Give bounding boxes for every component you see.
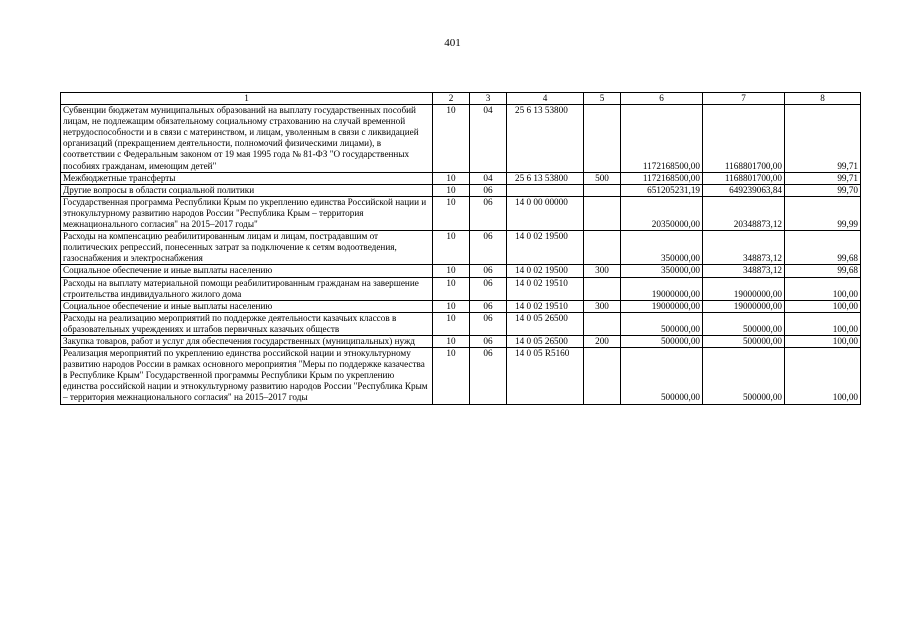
- header-col-3: 3: [470, 93, 507, 105]
- header-col-1: 1: [61, 93, 433, 105]
- row-execution-percent: 99,68: [785, 231, 861, 265]
- row-expense-type: [584, 196, 621, 230]
- row-target-article: 14 0 02 19500: [507, 231, 584, 265]
- row-subsection: 06: [470, 196, 507, 230]
- row-name: Субвенции бюджетам муниципальных образований на выплату государственных пособий лицам, не подлежащим обязательному социальному страхованию на случай временной нетрудоспособности и в связи с материнством, и лицам, уволенным в связи с ликвидацией организаций (прекращением деятельности, полномочий физическими лицами), в соответствии с Федеральным законом от 19 мая 1995 года № 81-ФЗ "О государственных пособиях гражданам, имеющим детей": [61, 105, 433, 173]
- row-actual-amount: 1168801700,00: [703, 172, 785, 184]
- row-target-article: 25 6 13 53800: [507, 105, 584, 173]
- row-actual-amount: 19000000,00: [703, 277, 785, 300]
- row-subsection: 04: [470, 105, 507, 173]
- table-row: [61, 196, 861, 230]
- header-row: [61, 93, 861, 105]
- row-section: 10: [433, 172, 470, 184]
- row-subsection: 06: [470, 231, 507, 265]
- row-planned-amount: 20350000,00: [621, 196, 703, 230]
- row-actual-amount: 348873,12: [703, 265, 785, 277]
- header-col-4: 4: [507, 93, 584, 105]
- row-execution-percent: 100,00: [785, 348, 861, 404]
- row-name: Закупка товаров, работ и услуг для обеспечения государственных (муниципальных) нужд: [61, 335, 433, 347]
- header-col-7: 7: [703, 93, 785, 105]
- row-planned-amount: 350000,00: [621, 231, 703, 265]
- row-name: Государственная программа Республики Крым по укреплению единства Российской нации и этнокультурному развитию народов России "Республика Крым – территория межнационального согласия" на 2015–2017 годы": [61, 196, 433, 230]
- row-actual-amount: 20348873,12: [703, 196, 785, 230]
- row-name: Реализация мероприятий по укреплению единства российской нации и этнокультурному развитию народов России в рамках основного мероприятия "Меры по поддержке казачества в Республике Крым" Государственной программы Республики Крым по укреплению единства российской нации и этнокультурному развитию народов России "Республика Крым – территория межнационального согласия" на 2015–2017 годы: [61, 348, 433, 404]
- row-section: 10: [433, 348, 470, 404]
- row-name: Расходы на реализацию мероприятий по поддержке деятельности казачьих классов в образовательных учреждениях и штабов первичных казачьих обществ: [61, 312, 433, 335]
- row-subsection: 06: [470, 348, 507, 404]
- row-section: 10: [433, 312, 470, 335]
- table-row: [61, 277, 861, 300]
- row-section: 10: [433, 300, 470, 312]
- table-row: [61, 300, 861, 312]
- row-section: 10: [433, 196, 470, 230]
- row-subsection: 04: [470, 172, 507, 184]
- row-target-article: 14 0 05 26500: [507, 335, 584, 347]
- row-subsection: 06: [470, 312, 507, 335]
- row-section: 10: [433, 277, 470, 300]
- table-row: [61, 172, 861, 184]
- row-planned-amount: 500000,00: [621, 348, 703, 404]
- header-col-6: 6: [621, 93, 703, 105]
- row-actual-amount: 500000,00: [703, 312, 785, 335]
- row-expense-type: [584, 277, 621, 300]
- row-execution-percent: 99,99: [785, 196, 861, 230]
- row-expense-type: 300: [584, 265, 621, 277]
- row-target-article: 14 0 02 19510: [507, 277, 584, 300]
- row-section: 10: [433, 231, 470, 265]
- table-row: [61, 312, 861, 335]
- row-section: 10: [433, 105, 470, 173]
- row-name: Расходы на компенсацию реабилитированным лицам и лицам, пострадавшим от политических репрессий, понесенных затрат за подключение к сетям водоотведения, газоснабжения и электроснабжения: [61, 231, 433, 265]
- row-planned-amount: 19000000,00: [621, 300, 703, 312]
- row-target-article: [507, 184, 584, 196]
- row-subsection: 06: [470, 265, 507, 277]
- row-subsection: 06: [470, 300, 507, 312]
- table-row: [61, 231, 861, 265]
- row-section: 10: [433, 184, 470, 196]
- row-planned-amount: 350000,00: [621, 265, 703, 277]
- row-actual-amount: 500000,00: [703, 348, 785, 404]
- row-actual-amount: 348873,12: [703, 231, 785, 265]
- row-expense-type: [584, 231, 621, 265]
- row-name: Другие вопросы в области социальной политики: [61, 184, 433, 196]
- row-subsection: 06: [470, 184, 507, 196]
- row-planned-amount: 651205231,19: [621, 184, 703, 196]
- row-planned-amount: 19000000,00: [621, 277, 703, 300]
- row-name: Социальное обеспечение и иные выплаты населению: [61, 265, 433, 277]
- page-number: 401: [444, 37, 461, 49]
- table-row: [61, 265, 861, 277]
- row-section: 10: [433, 265, 470, 277]
- row-target-article: 14 0 00 00000: [507, 196, 584, 230]
- row-subsection: 06: [470, 277, 507, 300]
- row-name: Социальное обеспечение и иные выплаты населению: [61, 300, 433, 312]
- row-name: Межбюджетные трансферты: [61, 172, 433, 184]
- row-target-article: 14 0 02 19510: [507, 300, 584, 312]
- row-expense-type: 500: [584, 172, 621, 184]
- row-actual-amount: 1168801700,00: [703, 105, 785, 173]
- row-target-article: 14 0 05 26500: [507, 312, 584, 335]
- budget-table: [60, 92, 861, 405]
- row-target-article: 25 6 13 53800: [507, 172, 584, 184]
- row-expense-type: [584, 348, 621, 404]
- row-execution-percent: 100,00: [785, 300, 861, 312]
- row-execution-percent: 100,00: [785, 312, 861, 335]
- header-col-5: 5: [584, 93, 621, 105]
- row-subsection: 06: [470, 335, 507, 347]
- row-actual-amount: 649239063,84: [703, 184, 785, 196]
- row-actual-amount: 500000,00: [703, 335, 785, 347]
- row-expense-type: [584, 184, 621, 196]
- row-execution-percent: 99,71: [785, 105, 861, 173]
- table-body: [61, 93, 861, 405]
- table-row: [61, 184, 861, 196]
- row-execution-percent: 100,00: [785, 277, 861, 300]
- table-row: [61, 335, 861, 347]
- row-execution-percent: 100,00: [785, 335, 861, 347]
- row-planned-amount: 1172168500,00: [621, 172, 703, 184]
- header-col-2: 2: [433, 93, 470, 105]
- row-expense-type: 200: [584, 335, 621, 347]
- table-row: [61, 105, 861, 173]
- row-expense-type: [584, 105, 621, 173]
- row-planned-amount: 1172168500,00: [621, 105, 703, 173]
- row-planned-amount: 500000,00: [621, 335, 703, 347]
- row-execution-percent: 99,70: [785, 184, 861, 196]
- row-expense-type: 300: [584, 300, 621, 312]
- row-expense-type: [584, 312, 621, 335]
- row-target-article: 14 0 02 19500: [507, 265, 584, 277]
- row-execution-percent: 99,68: [785, 265, 861, 277]
- row-execution-percent: 99,71: [785, 172, 861, 184]
- row-name: Расходы на выплату материальной помощи реабилитированным гражданам на завершение строительства индивидуального жилого дома: [61, 277, 433, 300]
- header-col-8: 8: [785, 93, 861, 105]
- row-section: 10: [433, 335, 470, 347]
- table-row: [61, 348, 861, 404]
- row-planned-amount: 500000,00: [621, 312, 703, 335]
- row-actual-amount: 19000000,00: [703, 300, 785, 312]
- row-target-article: 14 0 05 R5160: [507, 348, 584, 404]
